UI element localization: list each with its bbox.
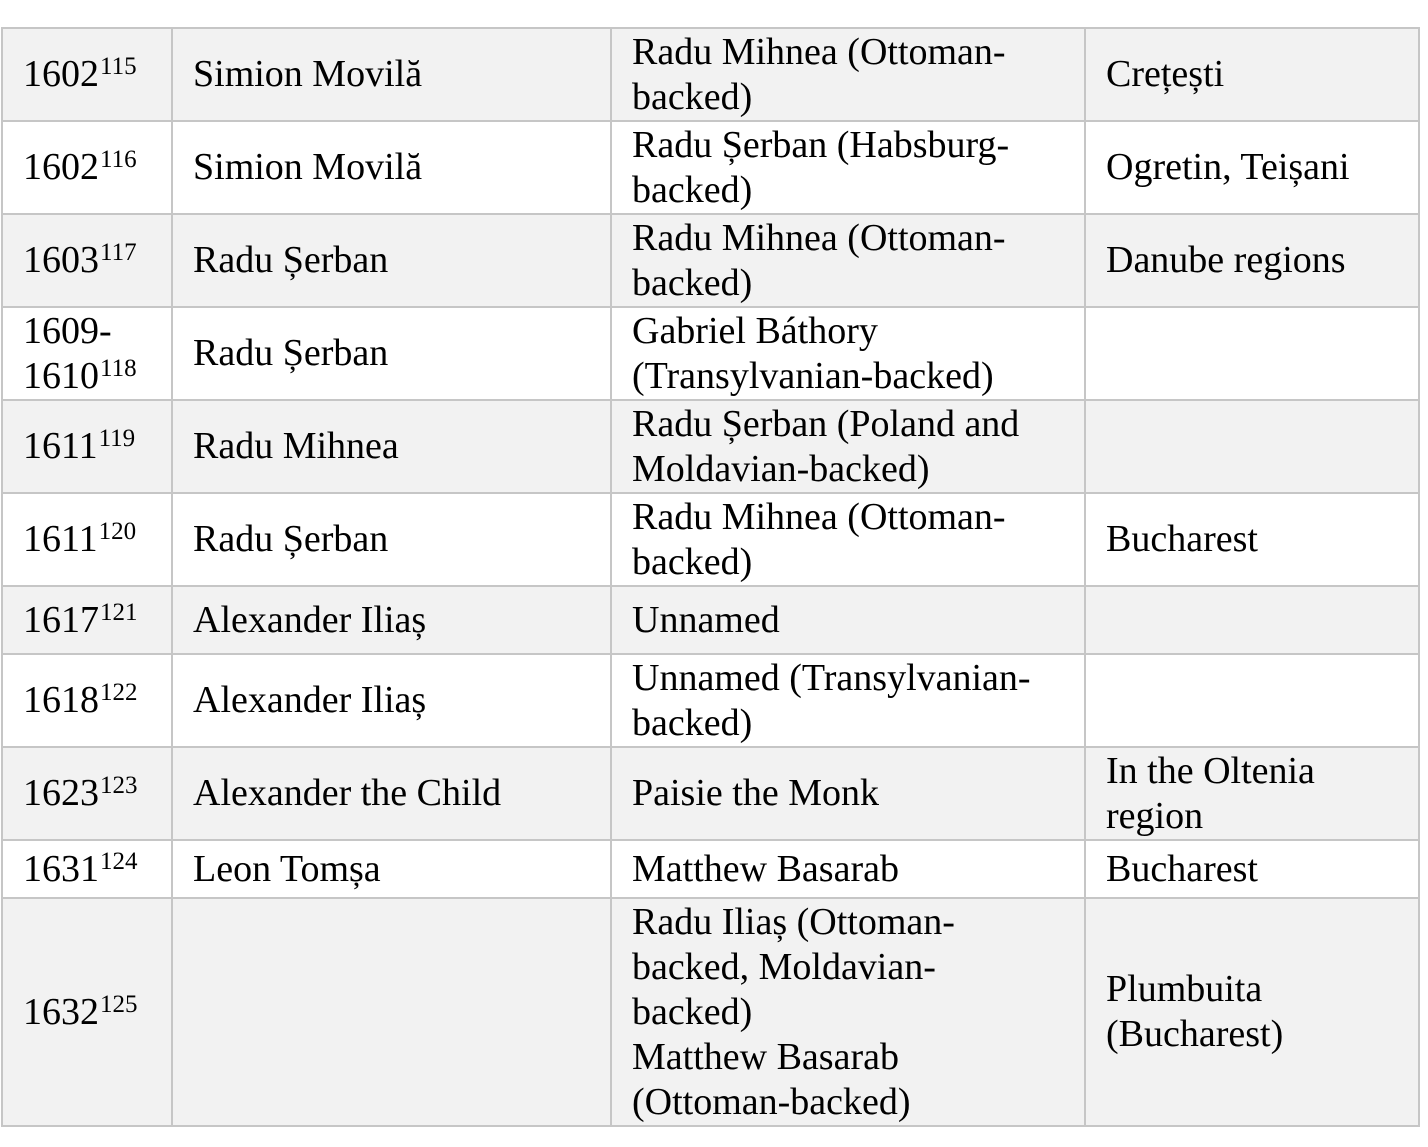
location-cell: [1085, 654, 1419, 747]
location-cell: [1085, 28, 1419, 121]
opponent-line: Unnamed: [632, 598, 780, 641]
opponent-cell: [611, 307, 1085, 400]
table-row: [2, 840, 1419, 898]
year-text: 1617: [23, 598, 99, 641]
opponent-line: Matthew Basarab: [632, 847, 899, 890]
year-text: 1611: [23, 425, 98, 467]
victor-cell: Radu Șerban: [172, 493, 611, 586]
location-cell: [1085, 493, 1419, 586]
location-line: In the Oltenia: [1106, 749, 1315, 792]
footnote-ref: 117: [100, 239, 137, 266]
year-text: 1602: [23, 53, 99, 95]
opponent-line: Radu Mihnea (Ottoman-: [632, 495, 1006, 538]
opponent-line: Radu Mihnea (Ottoman-: [632, 216, 1006, 259]
opponent-cell: [611, 654, 1085, 747]
year-text: 1609-: [23, 309, 112, 352]
year-text: 1632: [23, 990, 99, 1033]
year-cell: [2, 654, 172, 747]
opponent-line: Radu Iliaș (Ottoman-: [632, 900, 955, 943]
table-row: [2, 307, 1419, 400]
location-cell: [1085, 586, 1419, 654]
year-cell: [2, 121, 172, 214]
victor-cell: Leon Tomșa: [172, 840, 611, 898]
opponent-line: Unnamed (Transylvanian-: [632, 656, 1031, 699]
opponent-line: backed): [632, 168, 753, 211]
opponent-cell: [611, 898, 1085, 1126]
opponent-line: backed): [632, 540, 753, 583]
footnote-ref: 116: [100, 146, 137, 173]
victor-cell: Radu Șerban: [172, 307, 611, 400]
table-row: [2, 28, 1419, 121]
year-text: 1623: [23, 772, 99, 814]
year-cell: [2, 28, 172, 121]
opponent-cell: [611, 400, 1085, 493]
location-cell: [1085, 747, 1419, 840]
year-text: 1631: [23, 847, 99, 890]
footnote-ref: 119: [98, 425, 136, 452]
location-line: (Bucharest): [1106, 1013, 1284, 1055]
opponent-line: Moldavian-backed): [632, 447, 930, 490]
table-row: [2, 121, 1419, 214]
year-text: 1602: [23, 146, 99, 188]
location-cell: [1085, 121, 1419, 214]
location-line: Crețești: [1106, 53, 1225, 95]
opponent-line: Matthew Basarab: [632, 1035, 899, 1078]
footnote-ref: 115: [100, 53, 137, 80]
opponent-line: backed): [632, 990, 753, 1033]
victor-cell: Radu Șerban: [172, 214, 611, 307]
opponent-line: backed): [632, 75, 753, 118]
opponent-cell: [611, 214, 1085, 307]
year-cell: [2, 400, 172, 493]
opponent-cell: [611, 493, 1085, 586]
opponent-line: Paisie the Monk: [632, 772, 879, 814]
year-cell: [2, 586, 172, 654]
footnote-ref: 125: [100, 990, 138, 1018]
location-cell: [1085, 214, 1419, 307]
year-text: 1603: [23, 239, 99, 281]
year-cell: [2, 747, 172, 840]
location-cell: [1085, 400, 1419, 493]
victor-cell: Radu Mihnea: [172, 400, 611, 493]
opponent-line: backed): [632, 261, 753, 304]
table-row: [2, 493, 1419, 586]
footnote-ref: 124: [100, 847, 138, 875]
location-line: Plumbuita: [1106, 968, 1263, 1010]
opponent-cell: [611, 840, 1085, 898]
year-cell: [2, 493, 172, 586]
year-cell: [2, 214, 172, 307]
opponent-cell: [611, 121, 1085, 214]
opponent-cell: [611, 586, 1085, 654]
opponent-line: backed): [632, 701, 753, 744]
opponent-line: Radu Șerban (Habsburg-: [632, 123, 1010, 166]
table-row: [2, 747, 1419, 840]
footnote-ref: 118: [100, 354, 137, 382]
year-cell: [2, 840, 172, 898]
table-row: [2, 400, 1419, 493]
year-text: 1611: [23, 518, 98, 560]
table-row: [2, 586, 1419, 654]
victor-cell: Simion Movilă: [172, 121, 611, 214]
footnote-ref: 122: [100, 679, 138, 706]
battles-table-body: [2, 28, 1419, 1126]
opponent-line: backed, Moldavian-: [632, 945, 936, 988]
location-cell: [1085, 307, 1419, 400]
year-cell: [2, 307, 172, 400]
location-line: Bucharest: [1106, 518, 1258, 560]
table-row: [2, 214, 1419, 307]
table-row: [2, 654, 1419, 747]
victor-cell: Alexander Iliaș: [172, 654, 611, 747]
year-line-2: [23, 354, 151, 399]
opponent-line: Radu Șerban (Poland and: [632, 402, 1020, 445]
footnote-ref: 121: [100, 598, 138, 626]
battles-table: [1, 27, 1420, 1127]
table-row: [2, 898, 1419, 1126]
opponent-line: (Transylvanian-backed): [632, 354, 994, 397]
victor-cell: Alexander the Child: [172, 747, 611, 840]
year-text: 1618: [23, 679, 99, 721]
opponent-cell: [611, 28, 1085, 121]
location-cell: [1085, 898, 1419, 1126]
location-line: region: [1106, 794, 1204, 837]
opponent-line: (Ottoman-backed): [632, 1080, 911, 1123]
victor-cell: Alexander Iliaș: [172, 586, 611, 654]
location-line: Bucharest: [1106, 847, 1258, 890]
year-text-end: 1610: [23, 354, 99, 397]
footnote-ref: 123: [100, 772, 138, 799]
victor-cell: Simion Movilă: [172, 28, 611, 121]
opponent-cell: [611, 747, 1085, 840]
location-line: Danube regions: [1106, 239, 1346, 281]
location-cell: [1085, 840, 1419, 898]
victor-cell: [172, 898, 611, 1126]
opponent-line: Gabriel Báthory: [632, 309, 878, 352]
opponent-line: Radu Mihnea (Ottoman-: [632, 30, 1006, 73]
footnote-ref: 120: [98, 518, 137, 545]
location-line: Ogretin, Teișani: [1106, 146, 1350, 188]
year-cell: [2, 898, 172, 1126]
